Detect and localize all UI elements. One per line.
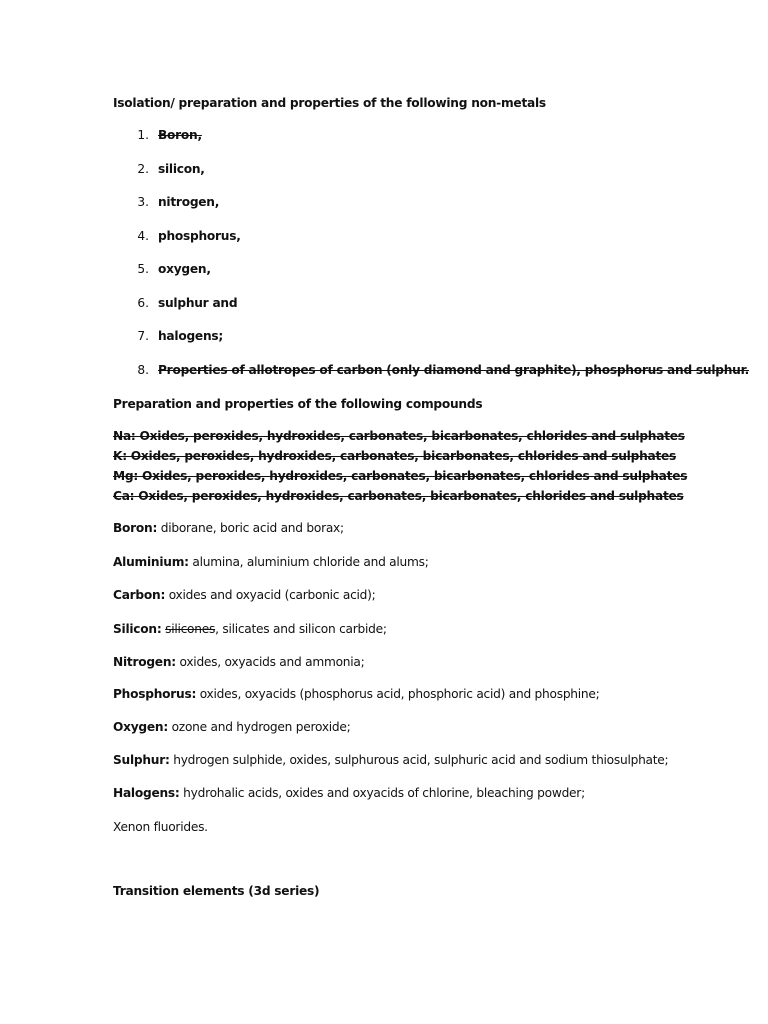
struck-compound-k: K: Oxides, peroxides, hydroxides, carbonates, bicarbonates, chlorides and sulphates xyxy=(113,449,677,463)
list-text: phosphorus, xyxy=(158,229,241,243)
list-text: oxygen, xyxy=(158,262,211,276)
compound-aluminium xyxy=(113,554,429,570)
element-label: Carbon: xyxy=(113,588,166,602)
element-label: Aluminium: xyxy=(113,555,189,569)
list-text: Boron, xyxy=(158,128,202,142)
list-number: 6. xyxy=(137,296,149,310)
element-label: Oxygen: xyxy=(113,720,168,734)
compound-xenon: Xenon fluorides. xyxy=(113,820,208,834)
element-label: Halogens: xyxy=(113,786,180,800)
heading-compounds: Preparation and properties of the following compounds xyxy=(113,397,483,411)
compound-oxygen xyxy=(113,719,351,735)
compound-phosphorus xyxy=(113,686,600,702)
compound-text: oxides, oxyacids and ammonia; xyxy=(175,655,365,669)
compound-text: hydrogen sulphide, oxides, sulphurous acid, sulphuric acid and sodium thiosulphate; xyxy=(169,753,669,767)
list-number: 4. xyxy=(137,229,149,243)
compound-nitrogen xyxy=(113,654,364,670)
compound-text: hydrohalic acids, oxides and oxyacids of chlorine, bleaching powder; xyxy=(179,786,585,800)
compound-sulphur xyxy=(113,752,668,768)
struck-compound-ca: Ca: Oxides, peroxides, hydroxides, carbonates, bicarbonates, chlorides and sulphates xyxy=(113,489,684,503)
list-number: 7. xyxy=(137,329,149,343)
list-text: sulphur and xyxy=(158,296,238,310)
element-label: Silicon: xyxy=(113,622,162,636)
list-text: nitrogen, xyxy=(158,195,220,209)
struck-compound-na: Na: Oxides, peroxides, hydroxides, carbonates, bicarbonates, chlorides and sulphates xyxy=(113,429,685,443)
element-label: Phosphorus: xyxy=(113,687,197,701)
list-number: 2. xyxy=(137,162,149,176)
compound-text: oxides, oxyacids (phosphorus acid, phosphoric acid) and phosphine; xyxy=(196,687,600,701)
compound-text: alumina, aluminium chloride and alums; xyxy=(188,555,429,569)
compound-text: oxides and oxyacid (carbonic acid); xyxy=(165,588,376,602)
list-number: 5. xyxy=(137,262,149,276)
heading-nonmetals: Isolation/ preparation and properties of the following non-metals xyxy=(113,96,546,110)
element-label: Nitrogen: xyxy=(113,655,176,669)
list-text: silicon, xyxy=(158,162,205,176)
list-text: Properties of allotropes of carbon (only diamond and graphite), phosphorus and sulphur. xyxy=(158,363,749,377)
list-text: halogens; xyxy=(158,329,223,343)
compound-halogens xyxy=(113,785,585,801)
list-number: 8. xyxy=(137,363,149,377)
compound-boron xyxy=(113,520,344,536)
compound-silicon xyxy=(113,621,387,637)
struck-word: silicones xyxy=(165,622,216,636)
struck-compound-mg: Mg: Oxides, peroxides, hydroxides, carbonates, bicarbonates, chlorides and sulphates xyxy=(113,469,688,483)
list-number: 1. xyxy=(137,128,149,142)
element-label: Boron: xyxy=(113,521,158,535)
list-number: 3. xyxy=(137,195,149,209)
compound-text: diborane, boric acid and borax; xyxy=(157,521,344,535)
element-label: Sulphur: xyxy=(113,753,170,767)
compound-text: ozone and hydrogen peroxide; xyxy=(167,720,351,734)
compound-carbon xyxy=(113,587,376,603)
compound-text: , silicates and silicon carbide; xyxy=(215,622,387,636)
heading-transition: Transition elements (3d series) xyxy=(113,884,320,898)
